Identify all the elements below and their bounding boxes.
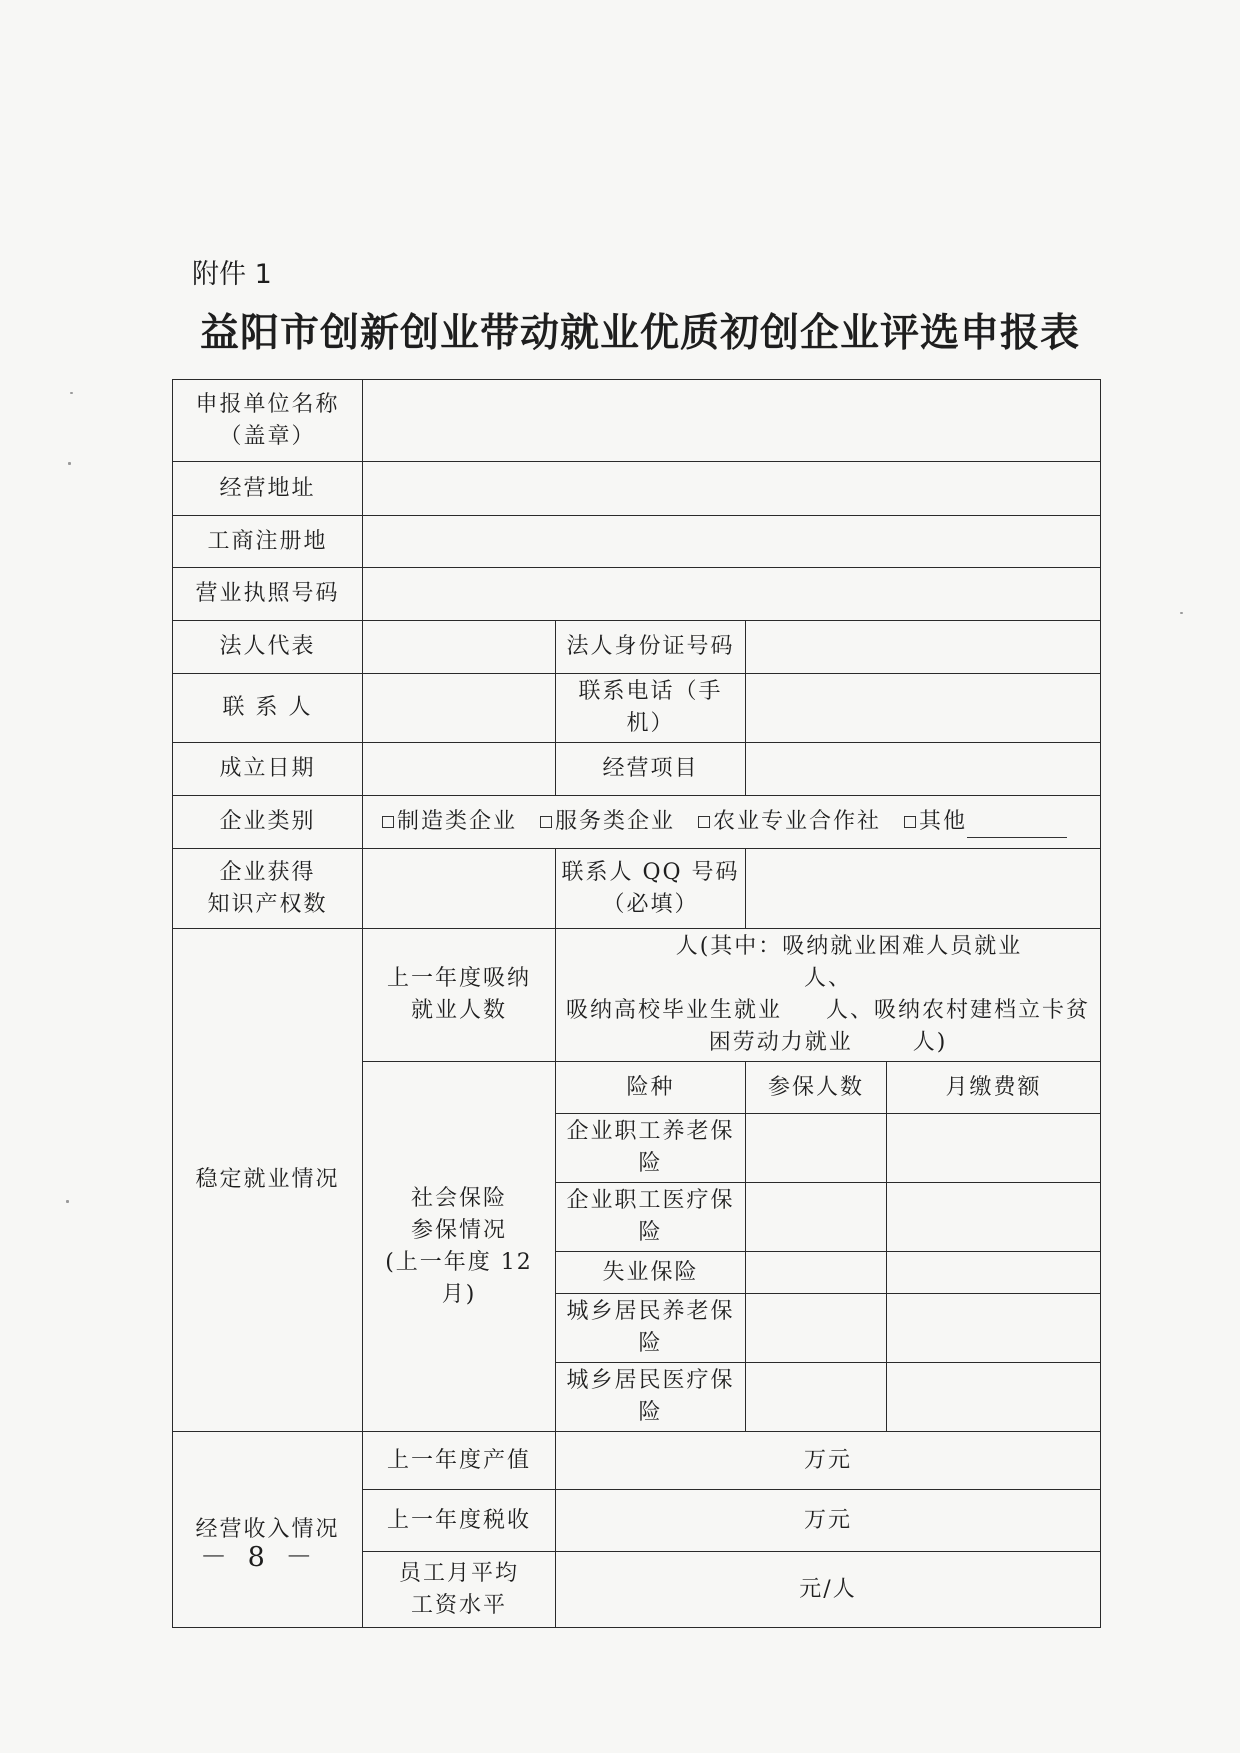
label-qq-line1: 联系人 QQ 号码: [561, 859, 740, 885]
label-tax: 上一年度税收: [363, 1490, 556, 1552]
page-number: － 8 －: [200, 1542, 319, 1573]
label-income: 经营收入情况: [173, 1432, 363, 1628]
absorbed-line3: 困劳动力就业 人): [708, 1030, 948, 1055]
field-registration[interactable]: [363, 516, 1101, 568]
label-ip-line2: 知识产权数: [207, 891, 328, 917]
insurance-type: 企业职工养老保险: [556, 1114, 746, 1183]
label-unit-name-line1: 申报单位名称: [195, 391, 340, 417]
row-unit-name: [173, 380, 1101, 462]
field-qq[interactable]: [746, 849, 1101, 929]
label-insurance: [363, 1062, 556, 1432]
insurance-type: 失业保险: [556, 1252, 746, 1294]
label-contact: 联 系 人: [173, 674, 363, 743]
category-option-manufacturing[interactable]: 制造类企业: [382, 809, 517, 834]
label-wage: [363, 1552, 556, 1628]
label-stable-employment: 稳定就业情况: [173, 929, 363, 1432]
field-ip[interactable]: [363, 849, 556, 929]
field-unit-name[interactable]: [363, 380, 1101, 462]
label-wage-line1: 员工月平均: [398, 1560, 519, 1586]
label-category: 企业类别: [173, 796, 363, 849]
category-option-service[interactable]: 服务类企业: [540, 809, 675, 834]
label-founded: 成立日期: [173, 743, 363, 796]
field-insured-count[interactable]: [746, 1183, 887, 1252]
row-category: [173, 796, 1101, 849]
field-absorbed-text[interactable]: [556, 929, 1101, 1062]
category-option-agriculture[interactable]: 农业专业合作社: [698, 809, 881, 834]
label-legal-rep: 法人代表: [173, 621, 363, 674]
row-registration: [173, 516, 1101, 568]
field-output[interactable]: 万元: [556, 1432, 1101, 1490]
field-founded[interactable]: [363, 743, 556, 796]
application-form-table: [172, 379, 1101, 1628]
header-insured-count: 参保人数: [746, 1062, 887, 1114]
label-qq: [556, 849, 746, 929]
field-monthly-fee[interactable]: [887, 1183, 1101, 1252]
absorbed-line2: 吸纳高校毕业生就业 人、吸纳农村建档立卡贫: [565, 998, 1091, 1023]
other-blank-line[interactable]: [967, 819, 1067, 838]
insurance-type: 城乡居民医疗保险: [556, 1363, 746, 1432]
row-ip-qq: [173, 849, 1101, 929]
label-ip-line1: 企业获得: [219, 859, 316, 885]
row-output: [173, 1432, 1101, 1490]
field-license[interactable]: [363, 568, 1101, 621]
label-ip: [173, 849, 363, 929]
field-tax[interactable]: 万元: [556, 1490, 1101, 1552]
label-unit-name-line2: （盖章）: [219, 423, 316, 449]
attachment-label: 附件 1: [192, 259, 272, 290]
field-monthly-fee[interactable]: [887, 1114, 1101, 1183]
field-legal-id[interactable]: [746, 621, 1101, 674]
category-options: [363, 796, 1101, 849]
page-title: 益阳市创新创业带动就业优质初创企业评选申报表: [200, 311, 1081, 356]
row-license: [173, 568, 1101, 621]
label-absorbed: [363, 929, 556, 1062]
field-monthly-fee[interactable]: [887, 1294, 1101, 1363]
label-license: 营业执照号码: [173, 568, 363, 621]
field-insured-count[interactable]: [746, 1363, 887, 1432]
scan-speck: [66, 1200, 69, 1203]
header-insurance-type: 险种: [556, 1062, 746, 1114]
field-insured-count[interactable]: [746, 1252, 887, 1294]
row-legal-rep: [173, 621, 1101, 674]
scan-speck: [70, 392, 73, 394]
checkbox-icon[interactable]: [904, 816, 916, 828]
scan-speck: [1180, 612, 1183, 614]
label-absorbed-line1: 上一年度吸纳: [386, 966, 531, 991]
category-option-other[interactable]: 其他: [904, 809, 1067, 834]
row-founded: [173, 743, 1101, 796]
field-contact[interactable]: [363, 674, 556, 743]
label-qq-line2: （必填）: [602, 891, 699, 917]
label-wage-line2: 工资水平: [410, 1592, 507, 1618]
label-insurance-line1: 社会保险: [410, 1185, 507, 1211]
field-address[interactable]: [363, 462, 1101, 516]
row-absorbed: [173, 929, 1101, 1062]
label-insurance-line2: 参保情况: [410, 1217, 507, 1243]
field-monthly-fee[interactable]: [887, 1252, 1101, 1294]
absorbed-line1: 人(其中：吸纳就业困难人员就业人、: [675, 934, 1023, 991]
row-contact: [173, 674, 1101, 743]
label-legal-id: 法人身份证号码: [556, 621, 746, 674]
field-business-items[interactable]: [746, 743, 1101, 796]
label-registration: 工商注册地: [173, 516, 363, 568]
header-monthly-fee: 月缴费额: [887, 1062, 1101, 1114]
label-insurance-line3: (上一年度 12: [385, 1249, 533, 1275]
label-phone: 联系电话（手机）: [556, 674, 746, 743]
field-insured-count[interactable]: [746, 1114, 887, 1183]
label-insurance-line4: 月): [441, 1281, 477, 1307]
insurance-type: 城乡居民养老保险: [556, 1294, 746, 1363]
field-legal-rep[interactable]: [363, 621, 556, 674]
field-wage[interactable]: 元/人: [556, 1552, 1101, 1628]
label-unit-name: [173, 380, 363, 462]
field-monthly-fee[interactable]: [887, 1363, 1101, 1432]
checkbox-icon[interactable]: [698, 816, 710, 828]
field-insured-count[interactable]: [746, 1294, 887, 1363]
field-phone[interactable]: [746, 674, 1101, 743]
scan-speck: [68, 462, 71, 465]
insurance-type: 企业职工医疗保险: [556, 1183, 746, 1252]
label-address: 经营地址: [173, 462, 363, 516]
checkbox-icon[interactable]: [382, 816, 394, 828]
row-address: [173, 462, 1101, 516]
label-business-items: 经营项目: [556, 743, 746, 796]
checkbox-icon[interactable]: [540, 816, 552, 828]
label-output: 上一年度产值: [363, 1432, 556, 1490]
label-absorbed-line2: 就业人数: [410, 998, 507, 1023]
